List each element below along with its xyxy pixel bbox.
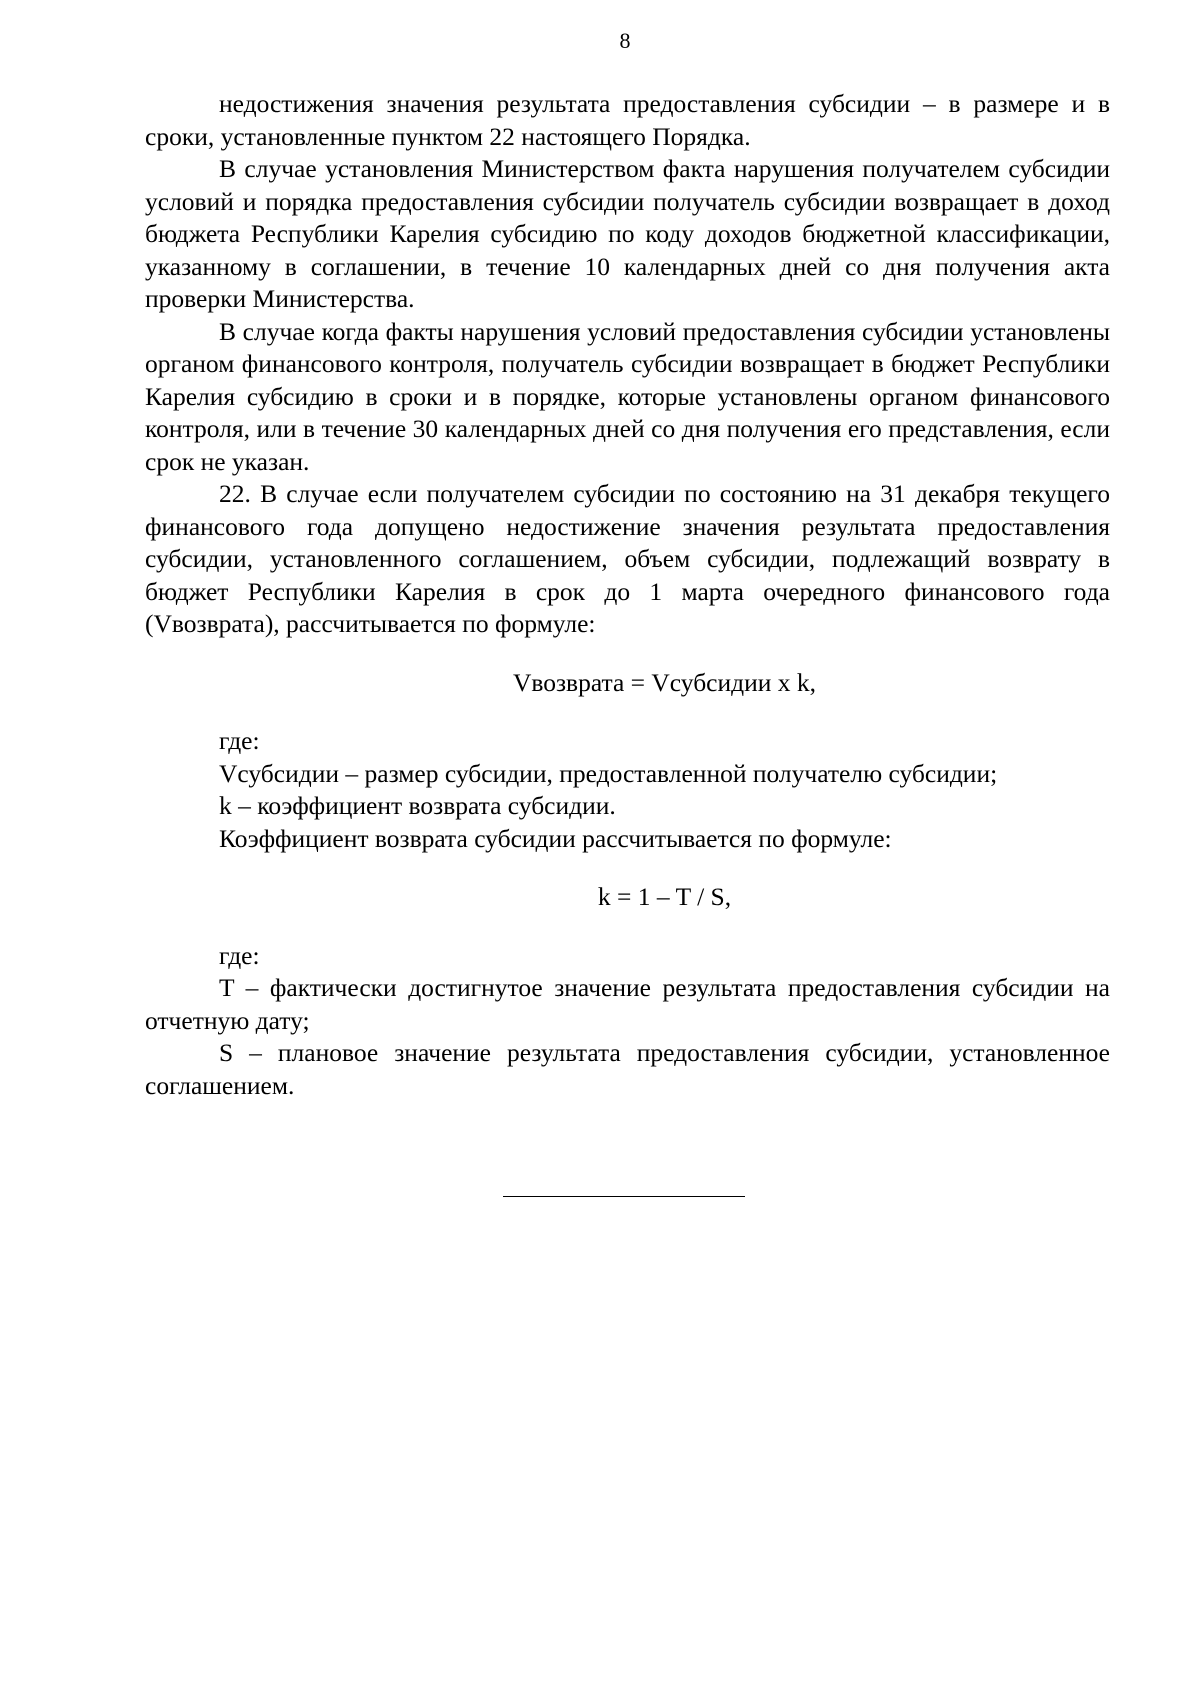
paragraph-continuation: недостижения значения результата предоставления субсидии – в размере и в сроки, установленные пунктом 22 настоящего Порядка. [145, 89, 1110, 151]
formula-return-volume: Vвозврата = Vсубсидии x k, [512, 667, 817, 697]
document-body [145, 88, 1110, 1102]
definition-t: T – фактически достигнутое значение результата предоставления субсидии на отчетную дату; [145, 973, 1110, 1035]
definition-v-subsidy: Vсубсидии – размер субсидии, предоставленной получателю субсидии; [219, 758, 998, 788]
formula-coefficient: k = 1 – T / S, [597, 882, 732, 911]
where-label: где: [219, 726, 260, 755]
definition-k: k – коэффициент возврата субсидии. [219, 791, 616, 820]
end-of-document-rule [503, 1196, 745, 1197]
coefficient-intro: Коэффициент возврата субсидии рассчитывается по формуле: [219, 823, 892, 853]
paragraph-section-22: 22. В случае если получателем субсидии по состоянию на 31 декабря текущего финансового года допущено недостижение значения результата предоставления субсидии, установленного соглашением, объем субсидии, подлежащий возврату в бюджет Республики Карелия в срок до 1 марта очередного финансового года (Vвозврата), рассчитывается по формуле: [145, 479, 1110, 638]
definition-s: S – плановое значение результата предоставления субсидии, установленное соглашением. [145, 1038, 1110, 1100]
where-label: где: [219, 940, 260, 970]
paragraph-financial-control: В случае когда факты нарушения условий предоставления субсидии установлены органом финансового контроля, получатель субсидии возвращает в бюджет Республики Карелия субсидию в сроки и в порядке, которые установлены органом финансового контроля, или в течение 30 календарных дней со дня получения его представления, если срок не указан. [145, 316, 1110, 476]
page-number: 8 [619, 28, 631, 53]
paragraph-ministry-violation: В случае установления Министерством факта нарушения получателем субсидии условий и порядка предоставления субсидии получатель субсидии возвращает в доход бюджета Республики Карелия субсидию по коду доходов бюджетной классификации, указанному в соглашении, в течение 10 календарных дней со дня получения акта проверки Министерства. [145, 154, 1110, 313]
